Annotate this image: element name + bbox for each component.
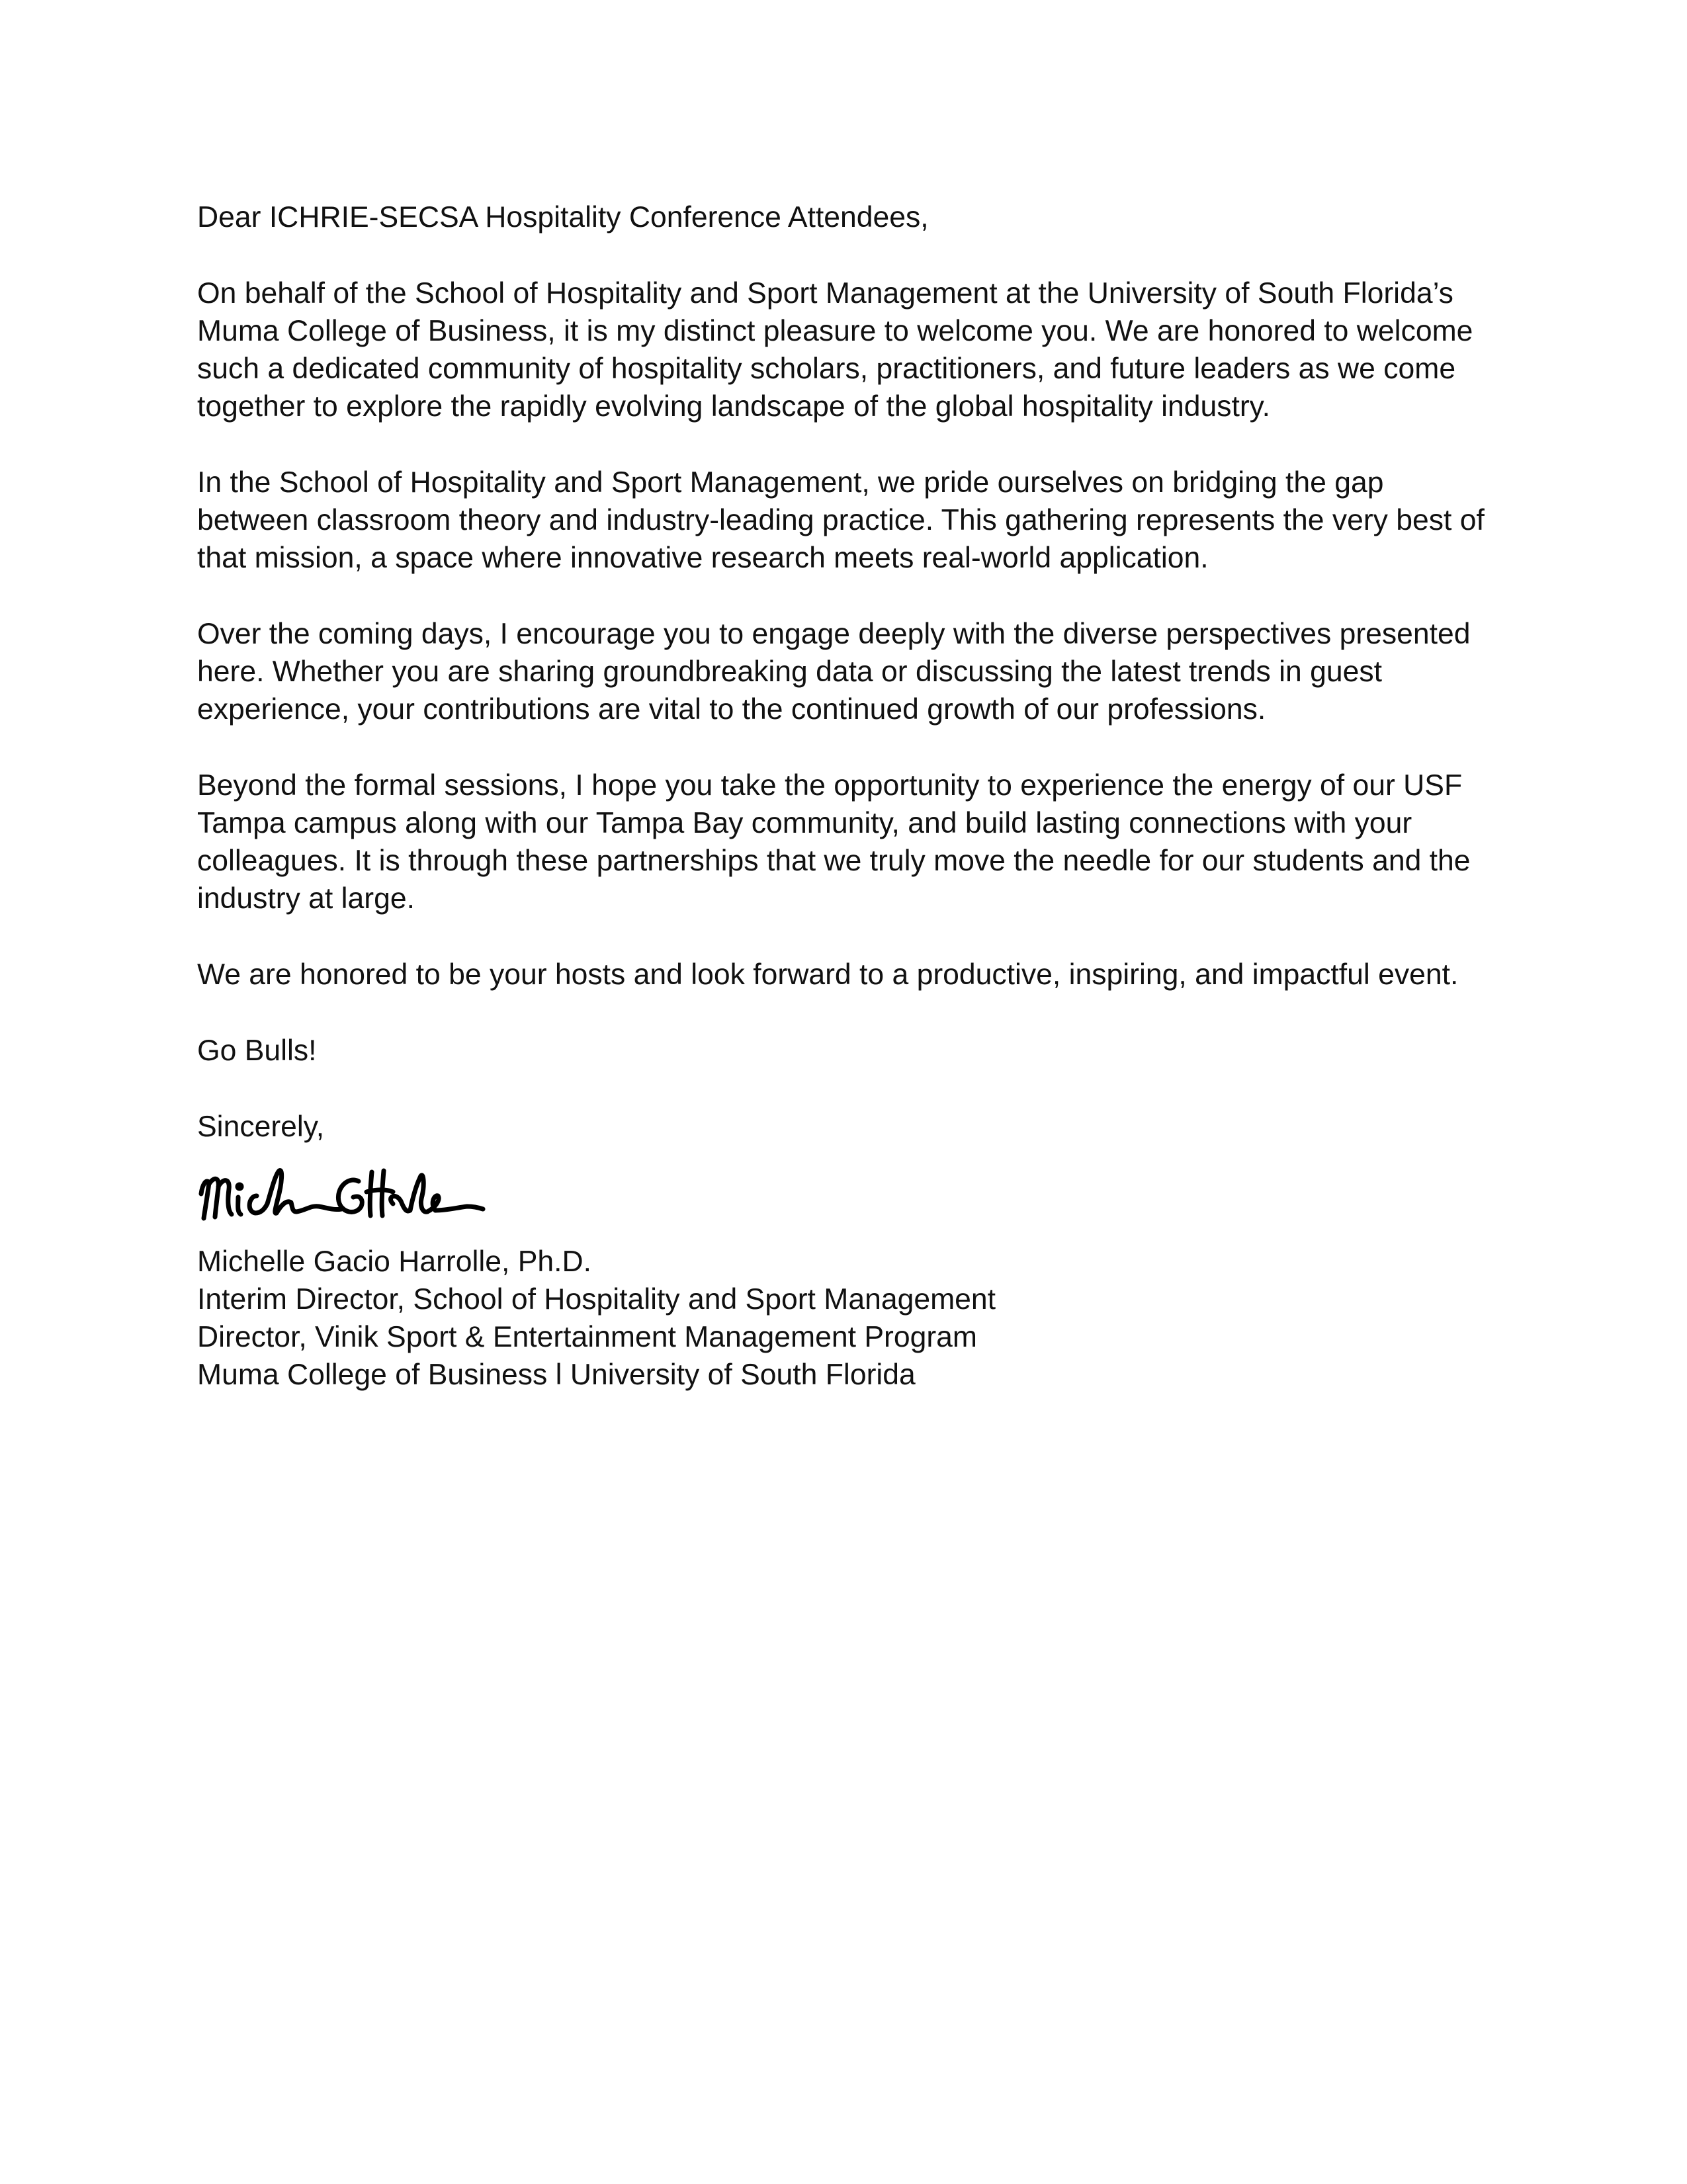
handwritten-signature-icon (195, 1157, 486, 1234)
letter-closing-line: Go Bulls! (197, 1034, 317, 1067)
sender-title-1: Interim Director, School of Hospitality and Sport Management (197, 1283, 996, 1316)
sender-block (197, 1243, 1494, 1394)
letter-paragraph-5: We are honored to be your hosts and look forward to a productive, inspiring, and impactful event. (197, 958, 1459, 991)
letter-paragraph-1: On behalf of the School of Hospitality and Sport Management at the University of South Florida’s Muma College of Business, it is my distinct pleasure to welcome you. We are honored to welcome such a dedicated community of hospitality scholars, practitioners, and future leaders as we come together to explore the rapidly evolving landscape of the global hospitality industry. (197, 277, 1473, 423)
letter-greeting: Dear ICHRIE-SECSA Hospitality Conference Attendees, (197, 201, 929, 233)
letter-paragraph-4: Beyond the formal sessions, I hope you take the opportunity to experience the energy of our USF Tampa campus along with our Tampa Bay community, and build lasting connections with your colleagues. It is through these partnerships that we truly move the needle for our students and the industry at large. (197, 769, 1471, 915)
letter-body (197, 198, 1494, 1394)
sender-affiliation: Muma College of Business l University of South Florida (197, 1359, 916, 1391)
letter-paragraph-3: Over the coming days, I encourage you to engage deeply with the diverse perspectives presented here. Whether you are sharing groundbreaking data or discussing the latest trends in guest experience, your contributions are vital to the continued growth of our professions. (197, 618, 1471, 726)
letter-paragraph-2: In the School of Hospitality and Sport Management, we pride ourselves on bridging the gap between classroom theory and industry-leading practice. This gathering represents the very best of that mission, a space where innovative research meets real-world application. (197, 466, 1485, 574)
letter-signoff: Sincerely, (197, 1111, 325, 1143)
sender-title-2: Director, Vinik Sport & Entertainment Management Program (197, 1321, 977, 1353)
sender-name: Michelle Gacio Harrolle, Ph.D. (197, 1245, 592, 1278)
